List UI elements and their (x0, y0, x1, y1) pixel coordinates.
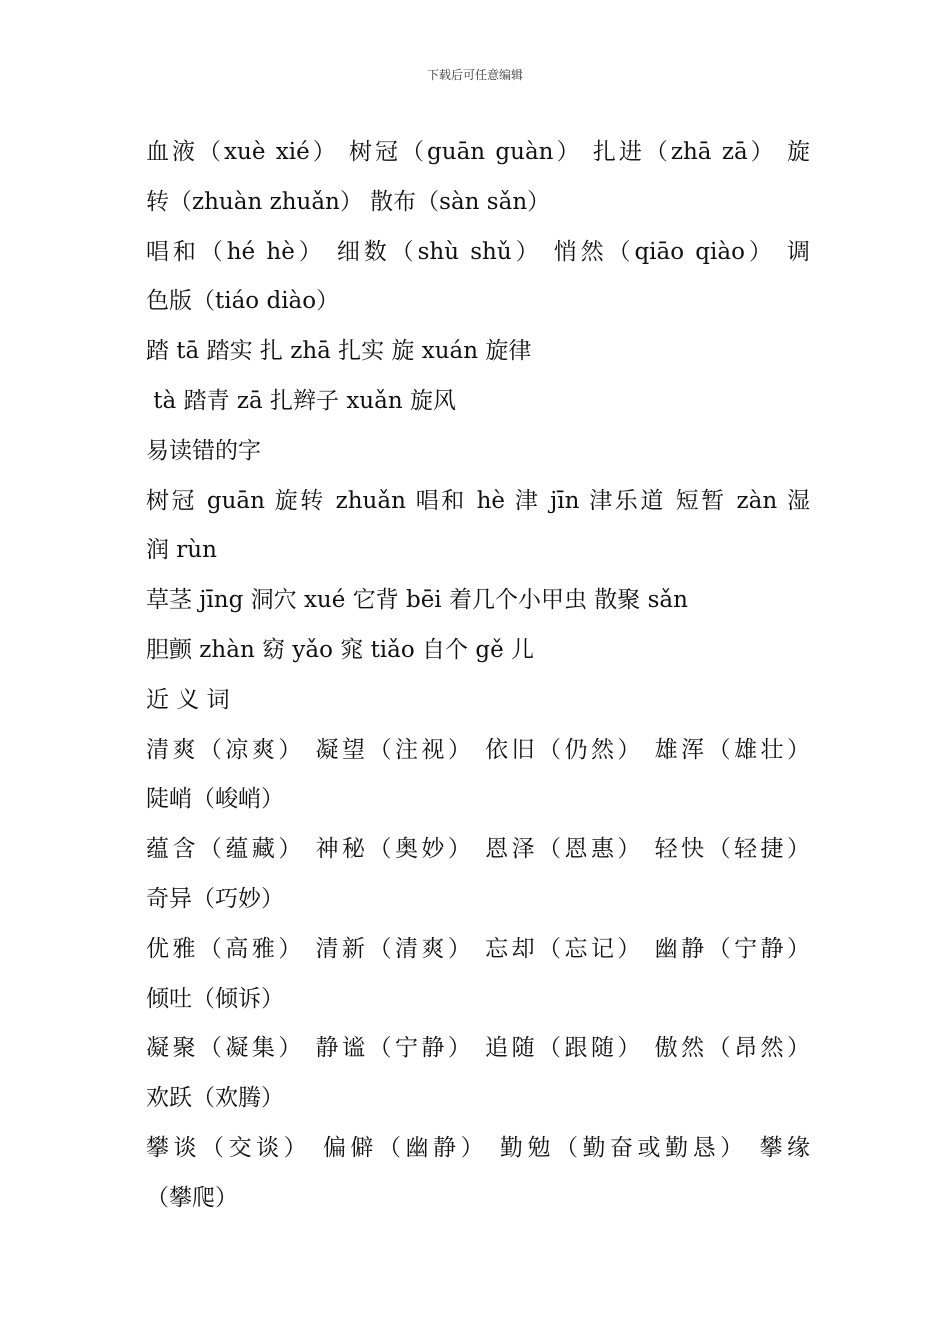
text-line: tà 踏青 zā 扎辫子 xuǎn 旋风 (146, 387, 456, 414)
text-line: 草茎 jīng 洞穴 xué 它背 bēi 着几个小甲虫 散聚 sǎn (146, 587, 688, 614)
text-line: 凝聚（凝集） 静谧（宁静） 追随（跟随） 傲然（昂然） (146, 1035, 810, 1062)
text-line: 色版（tiáo diào） (146, 288, 340, 315)
text-line: 倾吐（倾诉） (146, 985, 284, 1012)
text-line: 优雅（高雅） 清新（清爽） 忘却（忘记） 幽静（宁静） (146, 935, 810, 962)
text-line: 欢跃（欢腾） (146, 1085, 284, 1112)
text-line: 蕴含（蕴藏） 神秘（奥妙） 恩泽（恩惠） 轻快（轻捷） (146, 836, 810, 863)
text-line: 奇异（巧妙） (146, 885, 284, 912)
text-line: 润 rùn (146, 537, 217, 564)
section-heading: 近 义 词 (146, 686, 230, 713)
text-line: 胆颤 zhàn 窈 yǎo 窕 tiǎo 自个 gě 儿 (146, 636, 534, 663)
text-line: （攀爬） (146, 1184, 238, 1211)
text-line: 踏 tā 踏实 扎 zhā 扎实 旋 xuán 旋律 (146, 338, 532, 365)
text-line: 唱和（hé hè） 细数（shù shǔ） 悄然（qiāo qiào） 调 (146, 238, 810, 265)
document-body (146, 128, 810, 1224)
text-line: 树冠 guān 旋转 zhuǎn 唱和 hè 津 jīn 津乐道 短暂 zàn 湿 (146, 487, 810, 514)
text-line: 清爽（凉爽） 凝望（注视） 依旧（仍然） 雄浑（雄壮） (146, 736, 810, 763)
page-header: 下载后可任意编辑 (426, 68, 523, 82)
text-line: 攀谈（交谈） 偏僻（幽静） 勤勉（勤奋或勤恳） 攀缘 (146, 1134, 810, 1161)
text-line: 转（zhuàn zhuǎn） 散布（sàn sǎn） (146, 188, 551, 215)
text-line: 陡峭（峻峭） (146, 786, 284, 813)
section-heading: 易读错的字 (146, 437, 261, 464)
text-line: 血液（xuè xié） 树冠（guān guàn） 扎进（zhā zā） 旋 (146, 139, 810, 165)
